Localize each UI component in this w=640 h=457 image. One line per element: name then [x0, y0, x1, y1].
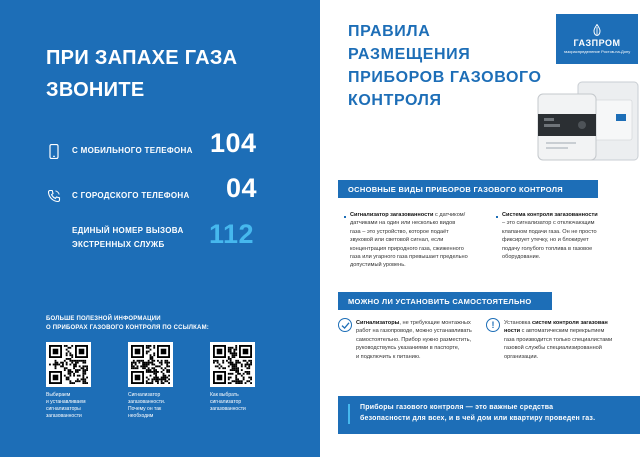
mobile-number[interactable]: 104: [210, 128, 257, 158]
headline-line-2: ЗВОНИТЕ: [46, 79, 145, 101]
accent-stripe: [348, 404, 350, 424]
mobile-phone-icon: [46, 143, 62, 159]
qr-block-2[interactable]: [128, 342, 188, 420]
control-system-description: Система контроля загазованности – это сигнализатор с отключающим клапаном подачи газа. Он не просто фиксирует утечку, но и блокирует подачу голубого топлива в газовое оборудование.: [502, 212, 598, 261]
section-types-title: ОСНОВНЫЕ ВИДЫ ПРИБОРОВ ГАЗОВОГО КОНТРОЛЯ: [338, 180, 598, 198]
rules-title: ПРАВИЛА РАЗМЕЩЕНИЯ ПРИБОРОВ ГАЗОВОГО КОНТРОЛЯ: [348, 23, 542, 109]
qr-caption: Сигнализатор загазованности. Почему он так необходим: [128, 392, 166, 419]
bottom-safety-banner: Приборы газового контроля — это важные средства безопасности для всех, и в чей дом или квартиру проведен газ.: [338, 396, 640, 434]
gas-detector-device-illustration: [532, 78, 640, 168]
detector-description: Сигнализатор загазованности с датчиком/ датчиками на один или несколько видов газа – это устройство, которое подаёт звуковой или световой сигнал, если концентрация природного газа, сжиженного газа или угарного газа превышает предельно допустимый уровень.: [350, 212, 468, 269]
flame-icon: [591, 24, 603, 36]
check-icon: [338, 318, 352, 332]
bullet: [344, 216, 346, 218]
warning-icon: !: [486, 318, 500, 332]
landline-phone-icon: [46, 188, 62, 204]
qr-code[interactable]: [128, 342, 173, 387]
qr-code[interactable]: [46, 342, 91, 387]
qr-block-3[interactable]: [210, 342, 270, 413]
emergency-number[interactable]: 112: [209, 219, 255, 249]
gazprom-logo: ГАЗПРОМ газораспределение Ростов-на-Дону: [556, 14, 638, 64]
qr-block-1[interactable]: [46, 342, 106, 420]
bullet: [496, 216, 498, 218]
section-install-title: МОЖНО ЛИ УСТАНОВИТЬ САМОСТОЯТЕЛЬНО: [338, 292, 552, 310]
mobile-label: С МОБИЛЬНОГО ТЕЛЕФОНА: [72, 146, 193, 155]
qr-caption: Как выбрать сигнализатор загазованности: [210, 392, 246, 412]
qr-code[interactable]: [210, 342, 255, 387]
more-info-text: БОЛЬШЕ ПОЛЕЗНОЙ ИНФОРМАЦИИ О ПРИБОРАХ ГАЗОВОГО КОНТРОЛЯ ПО ССЫЛКАМ:: [46, 316, 209, 331]
headline: [46, 42, 237, 106]
specialist-install-text: Установка систем контроля загазован ности с автоматическим перекрытием газа производится только специалистами газовой службы специализированной организации.: [504, 320, 613, 360]
landline-number[interactable]: 04: [226, 173, 258, 203]
headline-line-1: ПРИ ЗАПАХЕ ГАЗА: [46, 47, 238, 69]
landline-label: С ГОРОДСКОГО ТЕЛЕФОНА: [72, 191, 190, 200]
qr-caption: Выбираем и устанавливаем сигнализаторы загазованности: [46, 392, 86, 419]
right-panel: [320, 0, 640, 457]
self-install-text: Сигнализаторы, не требующие монтажных работ на газопроводе, можно устанавливать самостоятельно. Прибор нужно разместить, руководствуясь указаниями в паспорте, и подключить к питанию.: [356, 320, 472, 360]
emergency-label: ЕДИНЫЙ НОМЕР ВЫЗОВА ЭКСТРЕННЫХ СЛУЖБ: [72, 226, 184, 249]
